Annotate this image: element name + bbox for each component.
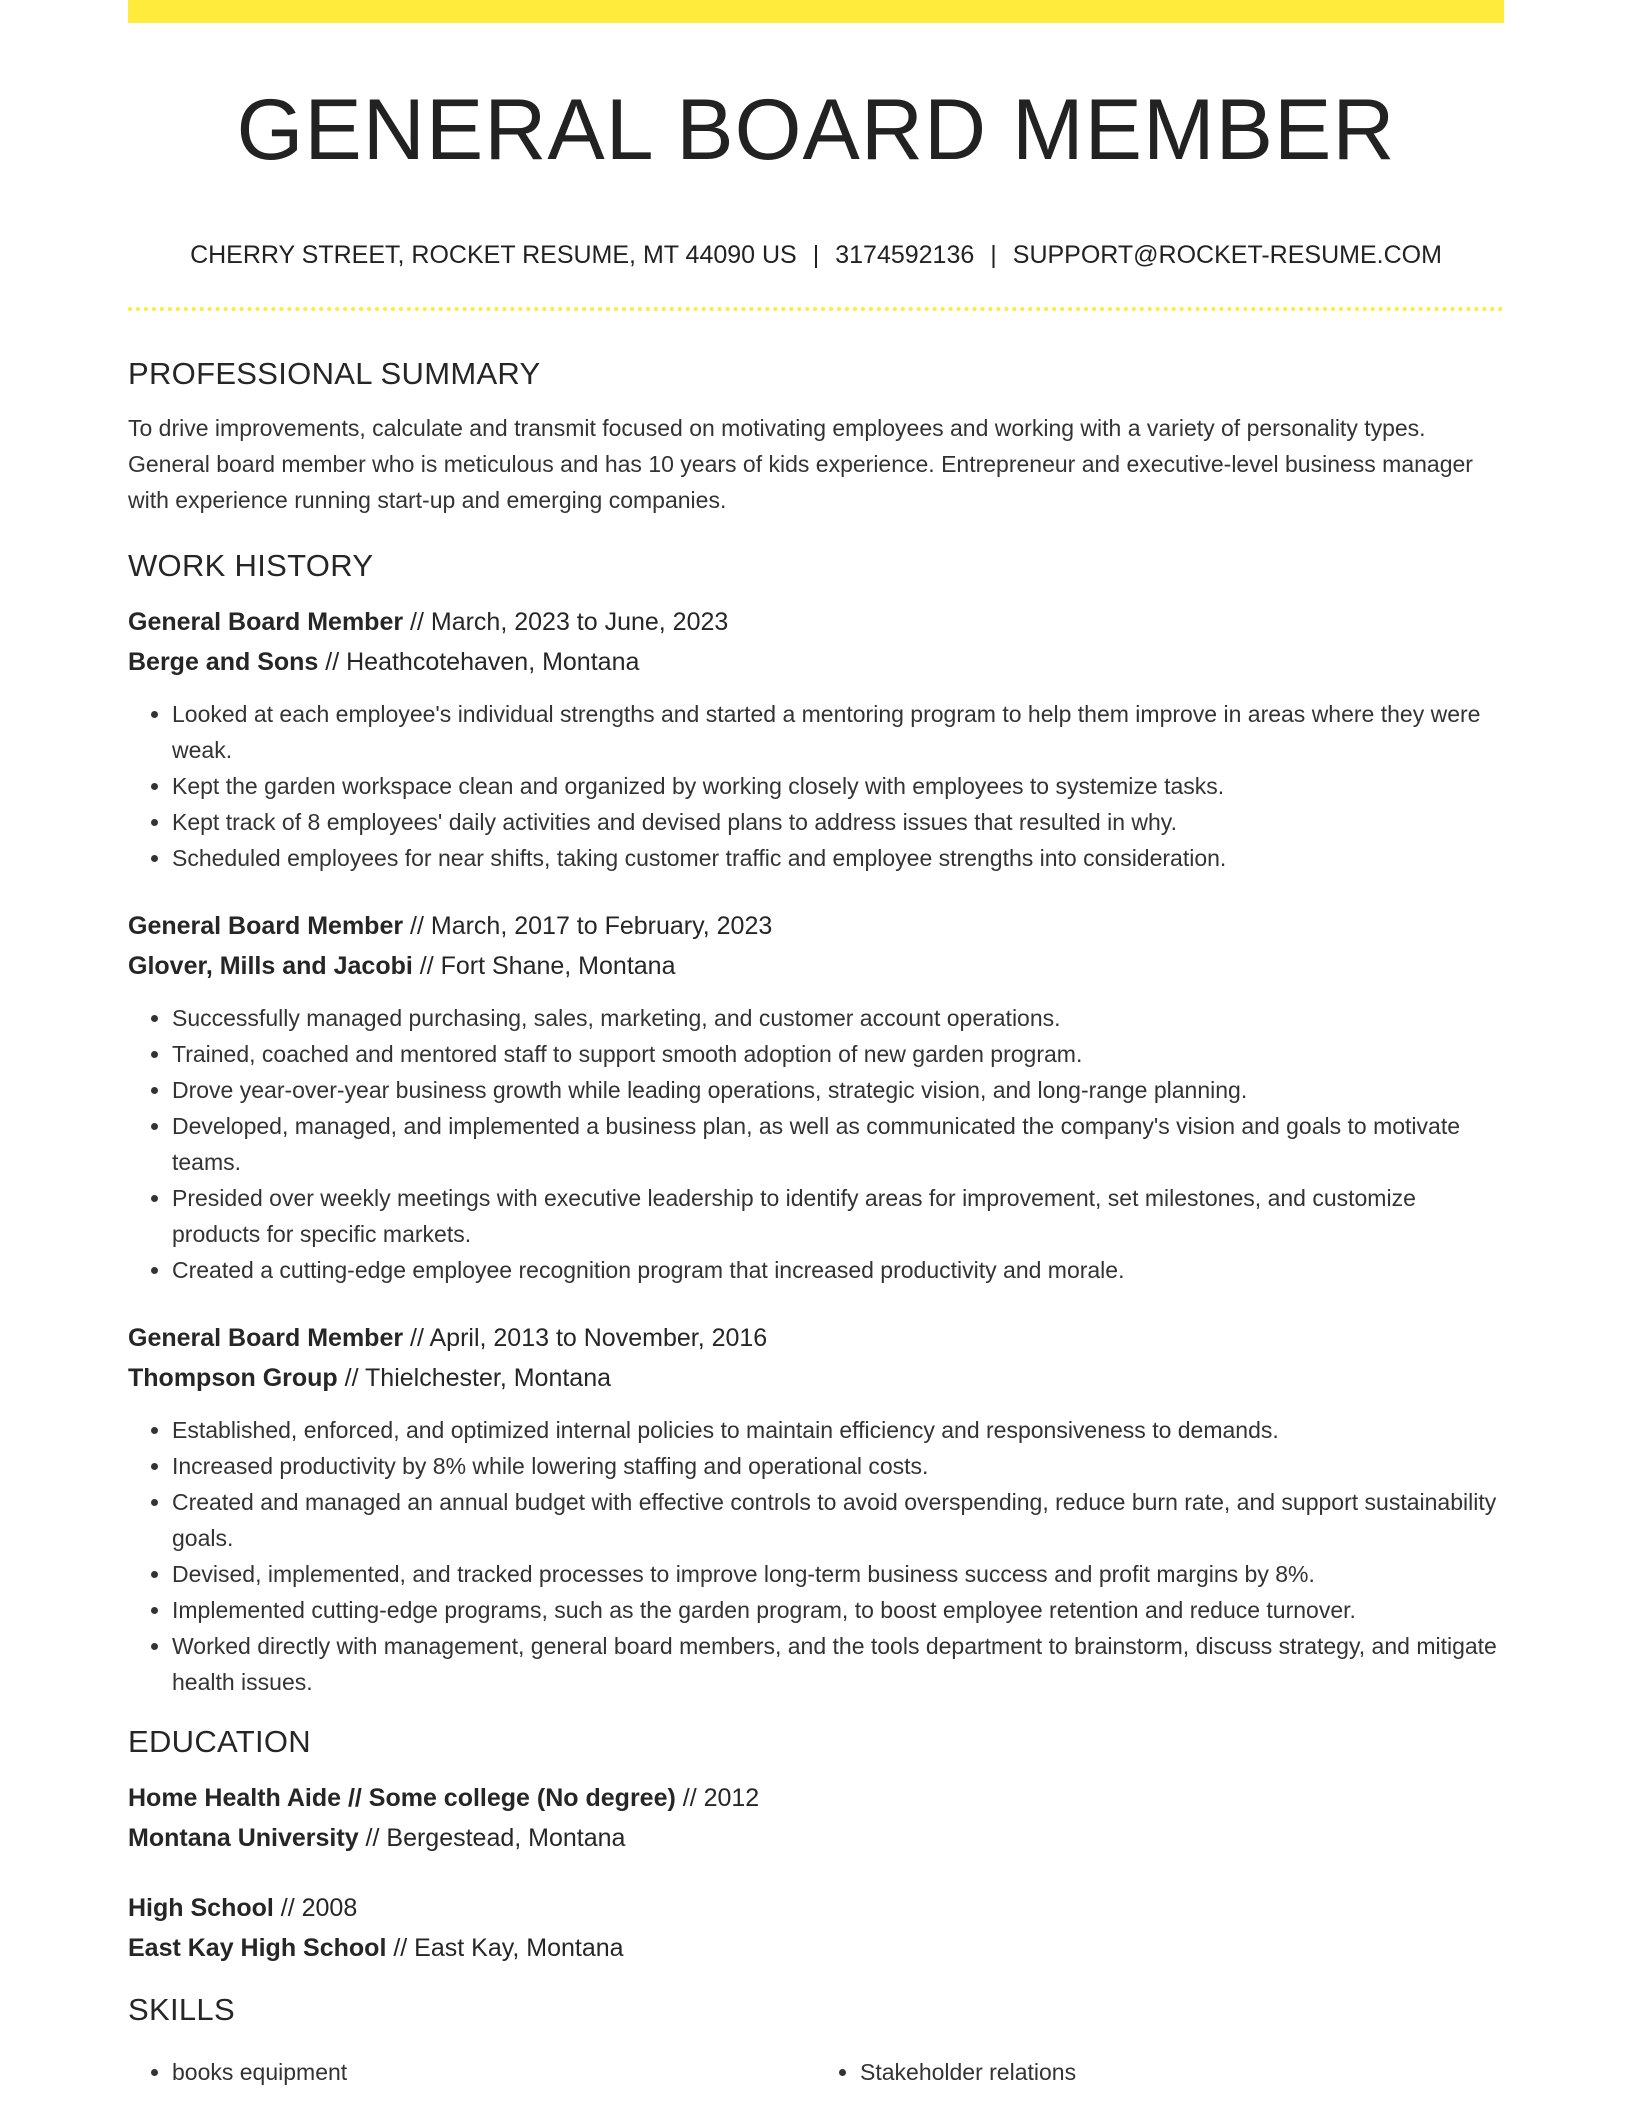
job-location: // Heathcotehaven, Montana: [318, 648, 640, 676]
job-bullet: • Created a cutting-edge employee recognition program that increased productivity and morale.: [172, 1252, 1504, 1288]
education-degree-line: [128, 1888, 1504, 1928]
job-title: General Board Member: [128, 608, 404, 636]
work-history-section: [128, 544, 1504, 1700]
education-degree: Home Health Aide // Some college (No degree): [128, 1784, 676, 1812]
resume-body: [128, 352, 1504, 2090]
contact-separator: |: [812, 241, 820, 269]
job-company: Berge and Sons: [128, 648, 319, 676]
skill-item: • Stakeholder relations: [860, 2054, 1504, 2090]
work-history-heading: WORK HISTORY: [128, 548, 374, 583]
job-dates: // March, 2017 to February, 2023: [403, 912, 773, 940]
education-location: // East Kay, Montana: [386, 1934, 624, 1962]
top-accent-bar: [128, 0, 1504, 23]
job-location: // Thielchester, Montana: [337, 1364, 612, 1392]
job-bullet: • Developed, managed, and implemented a business plan, as well as communicated the company's vision and goals to motivate teams.: [172, 1108, 1504, 1180]
job-title: General Board Member: [128, 1324, 404, 1352]
job-bullet: • Kept the garden workspace clean and organized by working closely with employees to systemize tasks.: [172, 768, 1504, 804]
job-entry: [128, 1318, 1504, 1700]
summary-text: To drive improvements, calculate and transmit focused on motivating employees and working with a variety of personality types. General board member who is meticulous and has 10 years of kids experience. Entrepreneur and executive-level business manager with experience running start-up and emerging companies.: [128, 415, 1473, 513]
education-heading: EDUCATION: [128, 1724, 311, 1759]
education-section: [128, 1720, 1504, 1968]
job-bullet: • Scheduled employees for near shifts, taking customer traffic and employee strengths into consideration.: [172, 840, 1504, 876]
skills-section: [128, 1988, 1504, 2090]
resume-name: GENERAL BOARD MEMBER: [236, 82, 1396, 178]
job-title-line: [128, 602, 1504, 642]
education-location: // Bergestead, Montana: [358, 1824, 626, 1852]
job-dates: // March, 2023 to June, 2023: [403, 608, 729, 636]
skills-right-column: [816, 2054, 1504, 2090]
job-bullet: • Created and managed an annual budget with effective controls to avoid overspending, reduce burn rate, and support sustainability goals.: [172, 1484, 1504, 1556]
job-company-line: [128, 642, 1504, 682]
job-company-line: [128, 1358, 1504, 1398]
job-title-line: [128, 906, 1504, 946]
education-school: East Kay High School: [128, 1934, 387, 1962]
contact-separator: |: [990, 241, 997, 269]
summary-heading: PROFESSIONAL SUMMARY: [128, 356, 541, 391]
job-bullet: • Drove year-over-year business growth while leading operations, strategic vision, and long-range planning.: [172, 1072, 1504, 1108]
summary-section: [128, 352, 1504, 518]
education-school-line: [128, 1928, 1504, 1968]
education-school-line: [128, 1818, 1504, 1858]
job-bullet: • Trained, coached and mentored staff to support smooth adoption of new garden program.: [172, 1036, 1504, 1072]
skills-left-column: [128, 2054, 816, 2090]
job-bullets: [128, 1412, 1504, 1700]
education-entry: [128, 1888, 1504, 1968]
job-bullet: • Increased productivity by 8% while lowering staffing and operational costs.: [172, 1448, 1504, 1484]
job-dates: // April, 2013 to November, 2016: [403, 1324, 768, 1352]
education-degree: High School: [128, 1894, 274, 1922]
job-bullet: • Looked at each employee's individual strengths and started a mentoring program to help them improve in areas where they were weak.: [172, 696, 1504, 768]
education-degree-line: [128, 1778, 1504, 1818]
job-company-line: [128, 946, 1504, 986]
skills-columns: [128, 2040, 1504, 2090]
education-year: // 2012: [675, 1784, 760, 1812]
job-bullet: • Worked directly with management, general board members, and the tools department to brainstorm, discuss strategy, and mitigate health issues.: [172, 1628, 1504, 1700]
job-bullet: • Successfully managed purchasing, sales, marketing, and customer account operations.: [172, 1000, 1504, 1036]
skill-item: • books equipment: [172, 2054, 816, 2090]
job-bullet: • Established, enforced, and optimized internal policies to maintain efficiency and responsiveness to demands.: [172, 1412, 1504, 1448]
job-company: Glover, Mills and Jacobi: [128, 952, 413, 980]
job-entry: [128, 906, 1504, 1288]
job-bullet: • Presided over weekly meetings with executive leadership to identify areas for improvement, set milestones, and customize products for specific markets.: [172, 1180, 1504, 1252]
job-bullet: • Implemented cutting-edge programs, such as the garden program, to boost employee retention and reduce turnover.: [172, 1592, 1504, 1628]
job-company: Thompson Group: [128, 1364, 338, 1392]
job-location: // Fort Shane, Montana: [412, 952, 676, 980]
job-title: General Board Member: [128, 912, 404, 940]
job-bullet: • Devised, implemented, and tracked processes to improve long-term business success and profit margins by 8%.: [172, 1556, 1504, 1592]
header-divider: [128, 307, 1504, 311]
job-bullets: [128, 696, 1504, 876]
job-entry: [128, 602, 1504, 876]
contact-phone: 3174592136: [835, 241, 975, 269]
education-school: Montana University: [128, 1824, 359, 1852]
education-year: // 2008: [273, 1894, 358, 1922]
job-bullet: • Kept track of 8 employees' daily activities and devised plans to address issues that resulted in why.: [172, 804, 1504, 840]
contact-email: SUPPORT@ROCKET-RESUME.COM: [1012, 241, 1442, 269]
job-bullets: [128, 1000, 1504, 1288]
education-entry: [128, 1778, 1504, 1858]
skills-heading: SKILLS: [128, 1992, 235, 2027]
job-title-line: [128, 1318, 1504, 1358]
contact-address: CHERRY STREET, ROCKET RESUME, MT 44090 US: [190, 241, 797, 269]
contact-line: [128, 236, 1504, 274]
